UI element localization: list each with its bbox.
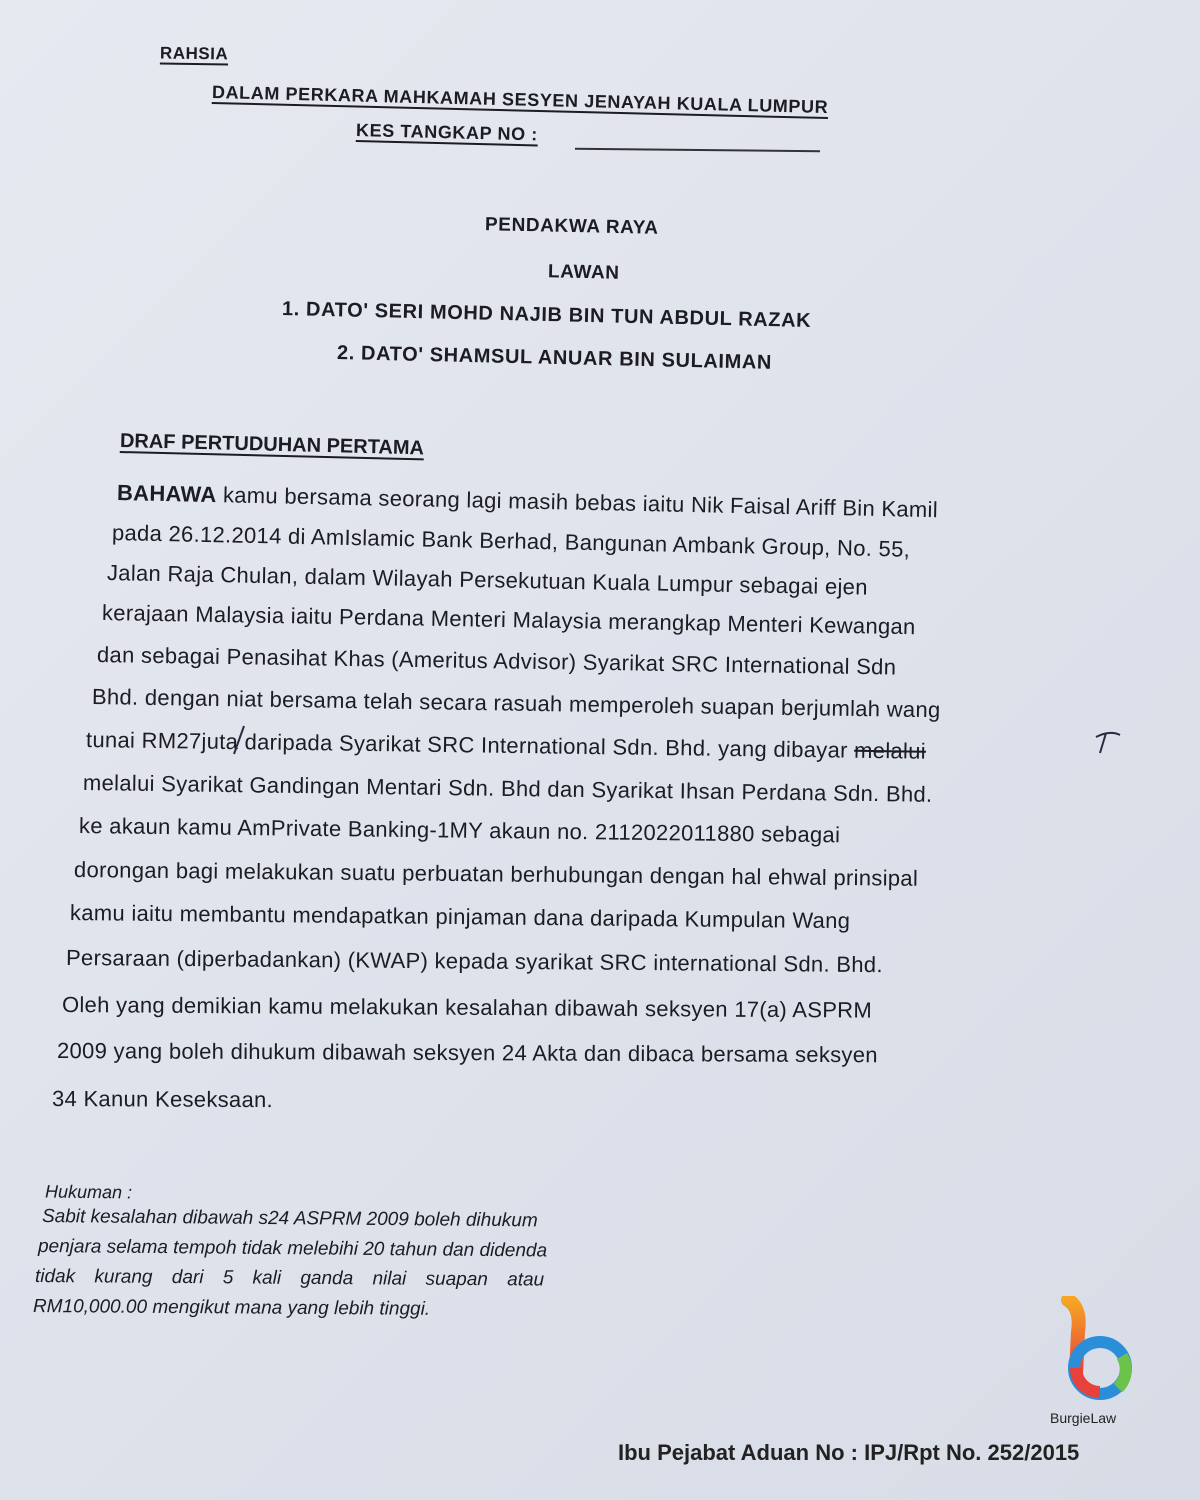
penalty-line-4: RM10,000.00 mengikut mana yang lebih tinggi. [32,1296,431,1320]
charge-line-7 [86,727,926,765]
accused-1: 1. DATO' SERI MOHD NAJIB BIN TUN ABDUL RAZAK [281,298,812,333]
charge-line-2: pada 26.12.2014 di AmIslamic Bank Berhad, Bangunan Ambank Group, No. 55, [111,520,911,562]
charge-line-8: melalui Syarikat Gandingan Mentari Sdn. Bhd dan Syarikat Ihsan Perdana Sdn. Bhd. [82,770,933,807]
charge-line-13: Oleh yang demikian kamu melakukan kesalahan dibawah seksyen 17(a) ASPRM [61,992,873,1023]
charge-line-10: dorongan bagi melakukan suatu perbuatan berhubungan dengan hal ehwal prinsipal [73,857,919,891]
charge-line-15: 34 Kanun Keseksaan. [51,1086,274,1113]
charge-line-9: ke akaun kamu AmPrivate Banking-1MY akaun no. 2112022011880 sebagai [78,813,841,848]
accused-2: 2. DATO' SHAMSUL ANUAR BIN SULAIMAN [336,342,773,374]
versus-label: LAWAN [547,261,620,284]
classification-label: RAHSIA [159,43,229,64]
charge-line-3: Jalan Raja Chulan, dalam Wilayah Persekutuan Kuala Lumpur sebagai ejen [106,560,868,600]
charge-line-6: Bhd. dengan niat bersama telah secara rasuah memperoleh suapan berjumlah wang [91,684,941,723]
charge-lead-word: BAHAWA [116,480,217,508]
penalty-line-2: penjara selama tempoh tidak melebihi 20 tahun dan didenda [37,1236,548,1262]
prosecutor-title: PENDAKWA RAYA [484,214,659,239]
penalty-label: Hukuman : [44,1181,133,1203]
penalty-line-1: Sabit kesalahan dibawah s24 ASPRM 2009 boleh dihukum [41,1206,538,1232]
charge-line-1 [117,480,938,523]
b-logo-icon [1048,1296,1138,1402]
charge-line-7-text: tunai RM27juta daripada Syarikat SRC International Sdn. Bhd. yang dibayar [85,727,848,763]
charge-title: DRAF PERTUDUHAN PERTAMA [119,430,425,460]
charge-line-14: 2009 yang boleh dihukum dibawah seksyen 24 Akta dan dibaca bersama seksyen [56,1038,878,1068]
case-number-blank-line [575,148,820,153]
charge-line-1-text: kamu bersama seorang lagi masih bebas iaitu Nik Faisal Ariff Bin Kamil [216,482,939,523]
charge-line-12: Persaraan (diperbadankan) (KWAP) kepada syarikat SRC international Sdn. Bhd. [65,945,883,978]
handwritten-caret-mark [1090,727,1124,757]
complaint-reference: Ibu Pejabat Aduan No : IPJ/Rpt No. 252/2015 [618,1440,1080,1465]
brand-name: BurgieLaw [1050,1410,1117,1426]
penalty-line-3: tidak kurang dari 5 kali ganda nilai suapan atau [34,1266,545,1291]
handwritten-slash-mark [228,722,250,758]
charge-line-11: kamu iaitu membantu mendapatkan pinjaman dana daripada Kumpulan Wang [69,900,851,934]
case-number-label: KES TANGKAP NO : [355,120,539,145]
charge-line-4: kerajaan Malaysia iaitu Perdana Menteri Malaysia merangkap Menteri Kewangan [101,600,916,640]
court-title: DALAM PERKARA MAHKAMAH SESYEN JENAYAH KUALA LUMPUR [211,82,829,118]
charge-line-5: dan sebagai Penasihat Khas (Ameritus Advisor) Syarikat SRC International Sdn [96,642,897,680]
struck-word: melalui [853,737,927,764]
